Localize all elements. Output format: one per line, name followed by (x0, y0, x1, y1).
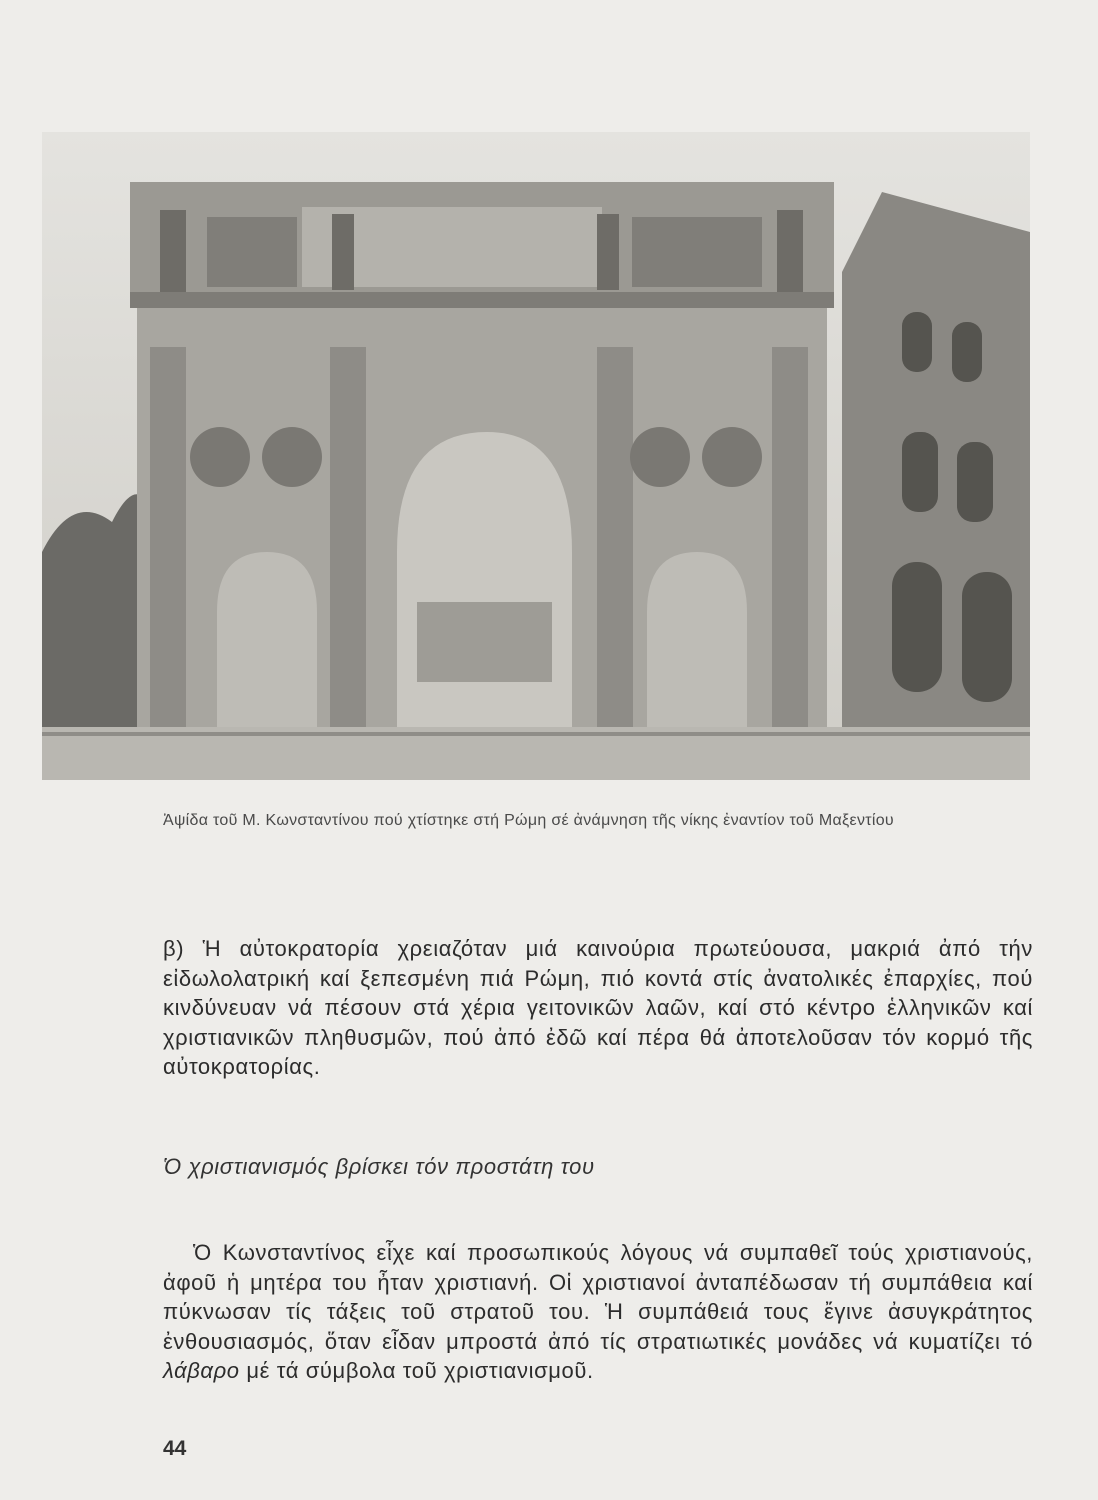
arch-of-constantine-image (42, 132, 1030, 780)
labarum-term: λάβαρο (163, 1358, 240, 1383)
paragraph-constantine (163, 1238, 1033, 1386)
section-heading: Ὁ χριστιανισμός βρίσκει τόν προστάτη του (163, 1154, 595, 1179)
arch-photograph (42, 132, 1030, 780)
figure-caption: Ἀψίδα τοῦ Μ. Κωνσταντίνου πού χτίστηκε στή Ρώμη σέ ἀνάμνηση τῆς νίκης ἐναντίον τοῦ Μαξεντίου (163, 812, 894, 829)
page-number: 44 (163, 1437, 187, 1460)
paragraph-text-start: Ὁ Κωνσταντίνος εἶχε καί προσωπικούς λόγους νά συμπαθεῖ τούς χριστιανούς, ἀφοῦ ἡ μητέρα του ἦταν χριστιανή. Οἱ χριστιανοί ἀνταπέδωσαν τή συμπάθεια καί πύκνωσαν τίς τάξεις τοῦ στρατοῦ του. Ἡ συμπάθειά τους ἔγινε ἀσυγκράτητος ἐνθουσιασμός, ὅταν εἶδαν μπροστά ἀπό τίς στρατιωτικές μονάδες νά κυματίζει τό (163, 1240, 1033, 1354)
paragraph-b: β) Ἡ αὐτοκρατορία χρειαζόταν μιά καινούρια πρωτεύουσα, μακριά ἀπό τήν εἰδωλολατρική καί ξεπεσμένη πιά Ρώμη, πιό κοντά στίς ἀνατολικές ἐπαρχίες, πού κινδύνευαν νά πέσουν στά χέρια γειτονικῶν λαῶν, καί στό κέντρο ἑλληνικῶν καί χριστιανικῶν πληθυσμῶν, πού ἀπό ἐδῶ καί πέρα θά ἀποτελοῦσαν τόν κορμό τῆς αὐτοκρατορίας. (163, 936, 1033, 1079)
paragraph-text-end: μέ τά σύμβολα τοῦ χριστιανισμοῦ. (239, 1358, 594, 1383)
